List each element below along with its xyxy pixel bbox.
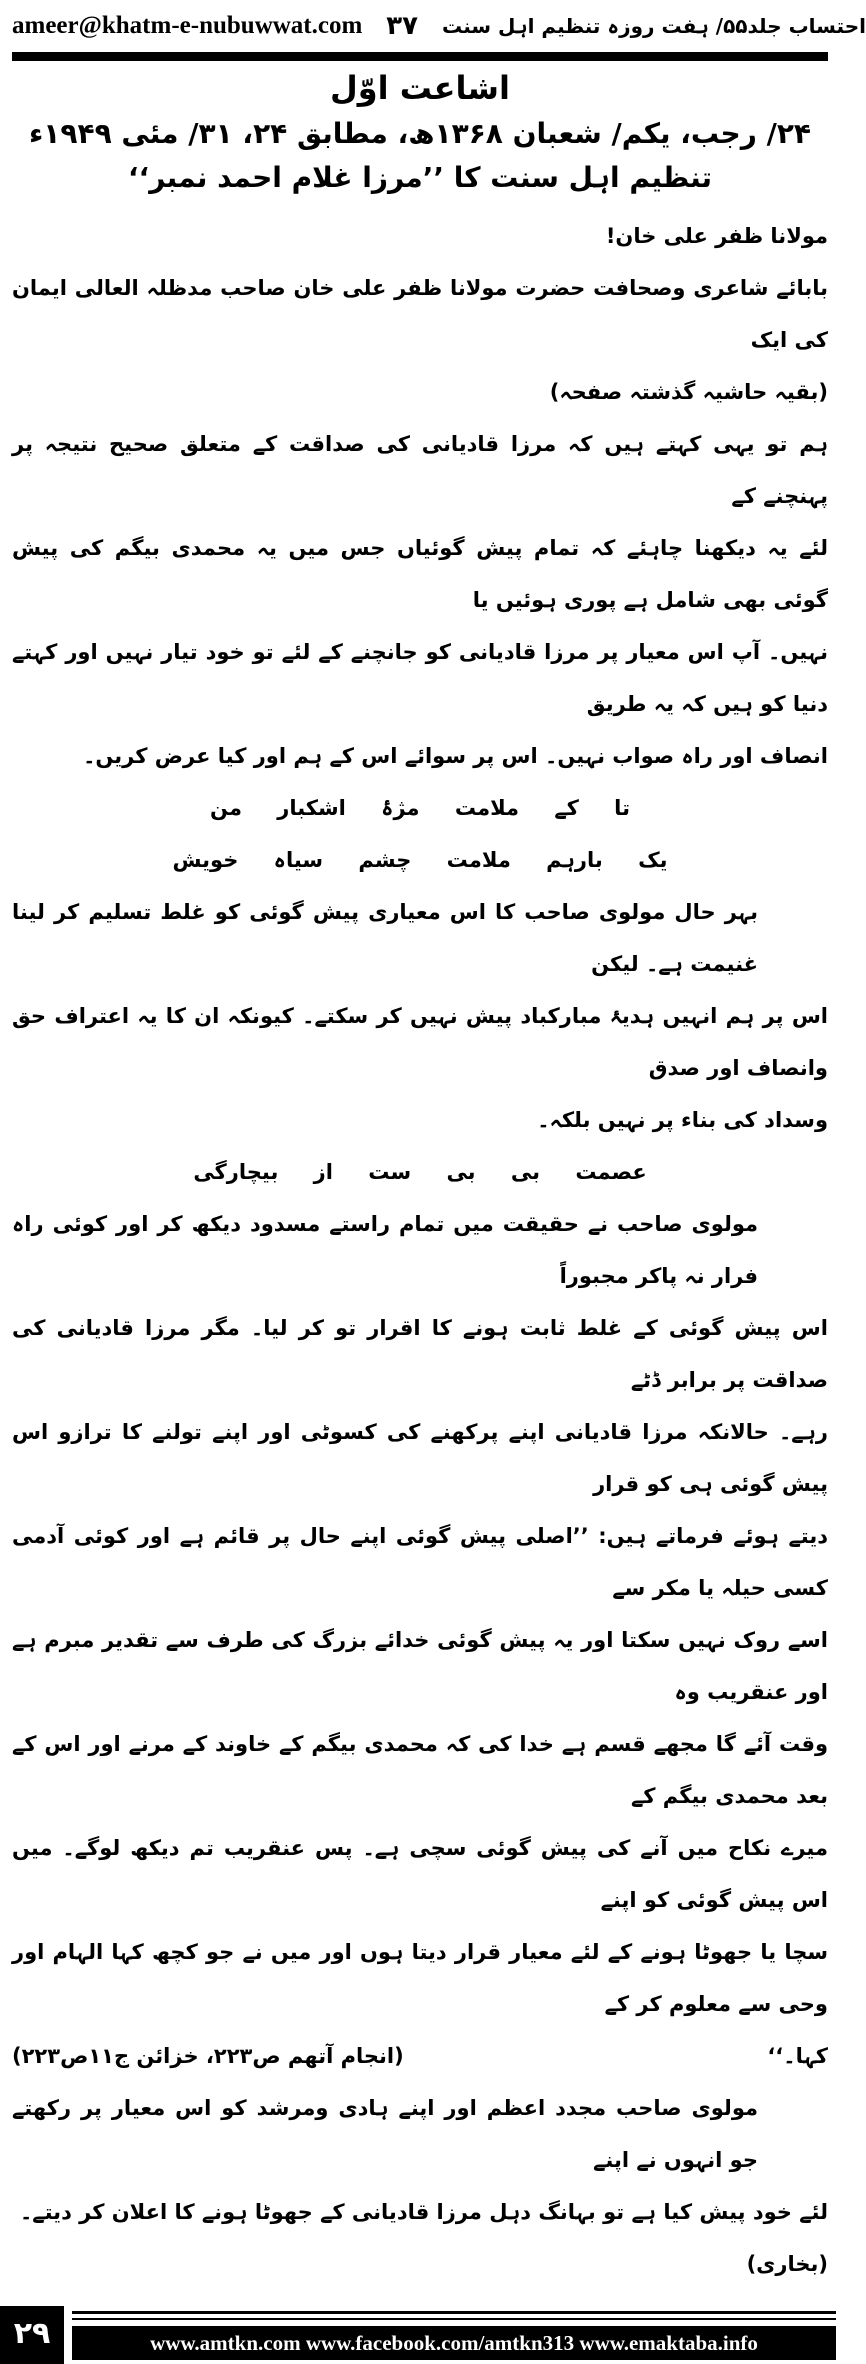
text-line: مولوی صاحب مجدد اعظم اور اپنے ہادی ومرشد کو اس معیار پر رکھتے جو انہوں نے اپنے	[12, 2096, 758, 2172]
poem-line: یک بارہم ملامت چشم سیاہ خویش	[172, 848, 668, 872]
page-footer	[0, 2306, 840, 2364]
page-title: اشاعت اوّل	[330, 69, 510, 107]
footer-links: www.amtkn.com www.facebook.com/amtkn313 www.emaktaba.info	[72, 2326, 836, 2360]
text-line: میرے نکاح میں آنے کی پیش گوئی سچی ہے۔ پس عنقریب تم دیکھ لوگے۔ میں اس پیش گوئی کو اپنے	[12, 1836, 828, 1912]
text-line: سچا یا جھوٹا ہونے کے لئے معیار قرار دیتا ہوں اور میں نے جو کچھ کہا الہام اور وحی سے معلوم کر کے	[12, 1940, 828, 2016]
subtitle: تنظیم اہل سنت کا ’’مرزا غلام احمد نمبر‘‘	[127, 161, 713, 194]
text-line: وقت آئے گا مجھے قسم ہے خدا کی کہ محمدی بیگم کے خاوند کے مرنے اور اس کے بعد محمدی بیگم کے	[12, 1732, 828, 1808]
text-segment: ہم تو یہی کہتے ہیں کہ مرزا قادیانی کی صداقت کے متعلق صحیح نتیجہ پر پہنچنے کے	[12, 432, 828, 508]
page-header	[12, 4, 866, 48]
text-segment: لئے خود پیش کیا ہے تو بہانگ دہل مرزا قادیانی کے جھوٹا ہونے کا اعلان کر دیتے۔	[20, 2200, 828, 2224]
text-line: مولوی صاحب نے حقیقت میں تمام راستے مسدود دیکھ کر اور کوئی راہ فرار نہ پاکر مجبوراً	[12, 1212, 758, 1288]
source-citation: (بخاری)	[746, 2252, 828, 2276]
text-line: اس پیش گوئی کے غلط ثابت ہونے کا اقرار تو کر لیا۔ مگر مرزا قادیانی کی صداقت پر برابر ڈٹے	[12, 1316, 828, 1392]
section-heading: مولانا ظفر علی خان!	[605, 224, 828, 248]
text-line: دیتے ہوئے فرماتے ہیں: ’’اصلی پیش گوئی اپنے حال پر قائم ہے اور کوئی آدمی کسی حیلہ یا مکر سے	[12, 1524, 828, 1600]
text-line: رہے۔ حالانکہ مرزا قادیانی اپنے پرکھنے کی کسوٹی اور اپنے تولنے کا ترازو اس پیش گوئی ہی کو قرار	[12, 1420, 828, 1496]
text-line: بہر حال مولوی صاحب کا اس معیاری پیش گوئی کو غلط تسلیم کر لینا غنیمت ہے۔ لیکن	[12, 900, 758, 976]
text-line: نہیں۔ آپ اس معیار پر مرزا قادیانی کو جانچنے کے لئے تو خود تیار نہیں اور کہتے دنیا کو ہیں کہ یہ طریق	[12, 640, 828, 716]
footer-rule	[72, 2318, 836, 2320]
text-line	[12, 366, 828, 522]
poem-line: تا کے ملامت مژۂ اشکبار من	[210, 796, 630, 820]
text-segment: کہا۔‘‘	[767, 2044, 828, 2068]
header-rule	[12, 52, 828, 61]
poem-line: عصمت بی بی ست از بیچارگی	[193, 1160, 647, 1184]
date-line: ۲۴/ رجب، یکم/ شعبان ۱۳۶۸ھ، مطابق ۲۴، ۳۱/ مئی ۱۹۴۹ء	[28, 117, 812, 150]
text-line: بابائے شاعری وصحافت حضرت مولانا ظفر علی خان صاحب مدظلہ العالی ایمان کی ایک	[12, 276, 828, 352]
text-line	[12, 2030, 828, 2082]
text-line: وسداد کی بناء پر نہیں بلکہ۔	[537, 1108, 828, 1132]
footer-rule	[72, 2311, 836, 2314]
text-line: انصاف اور راہ صواب نہیں۔ اس پر سوائے اس کے ہم اور کیا عرض کریں۔	[83, 744, 828, 768]
header-email: ameer@khatm-e-nubuwwat.com	[12, 12, 363, 39]
text-line: اس پر ہم انہیں ہدیۂ مبارکباد پیش نہیں کر سکتے۔ کیونکہ ان کا یہ اعتراف حق وانصاف اور صدق	[12, 1004, 828, 1080]
text-line: اسے روک نہیں سکتا اور یہ پیش گوئی خدائے بزرگ کی طرف سے تقدیر مبرم ہے اور عنقریب وہ	[12, 1628, 828, 1704]
footer-page-number: ۲۹	[0, 2306, 64, 2364]
header-journal-title: احتساب جلد۵۵/ ہفت روزہ تنظیم اہل سنت	[442, 14, 866, 38]
footnote-label: (بقیہ حاشیہ گذشتہ صفحہ)	[549, 380, 828, 404]
citation: (انجام آتھم ص۲۲۳، خزائن ج۱۱ص۲۲۳)	[12, 2044, 404, 2068]
text-line	[12, 2186, 828, 2290]
text-line: لئے یہ دیکھنا چاہئے کہ تمام پیش گوئیاں جس میں یہ محمدی بیگم کی پیش گوئی بھی شامل ہے پوری ہوئیں یا	[12, 536, 828, 612]
header-page-number: ۳۷	[386, 11, 419, 41]
